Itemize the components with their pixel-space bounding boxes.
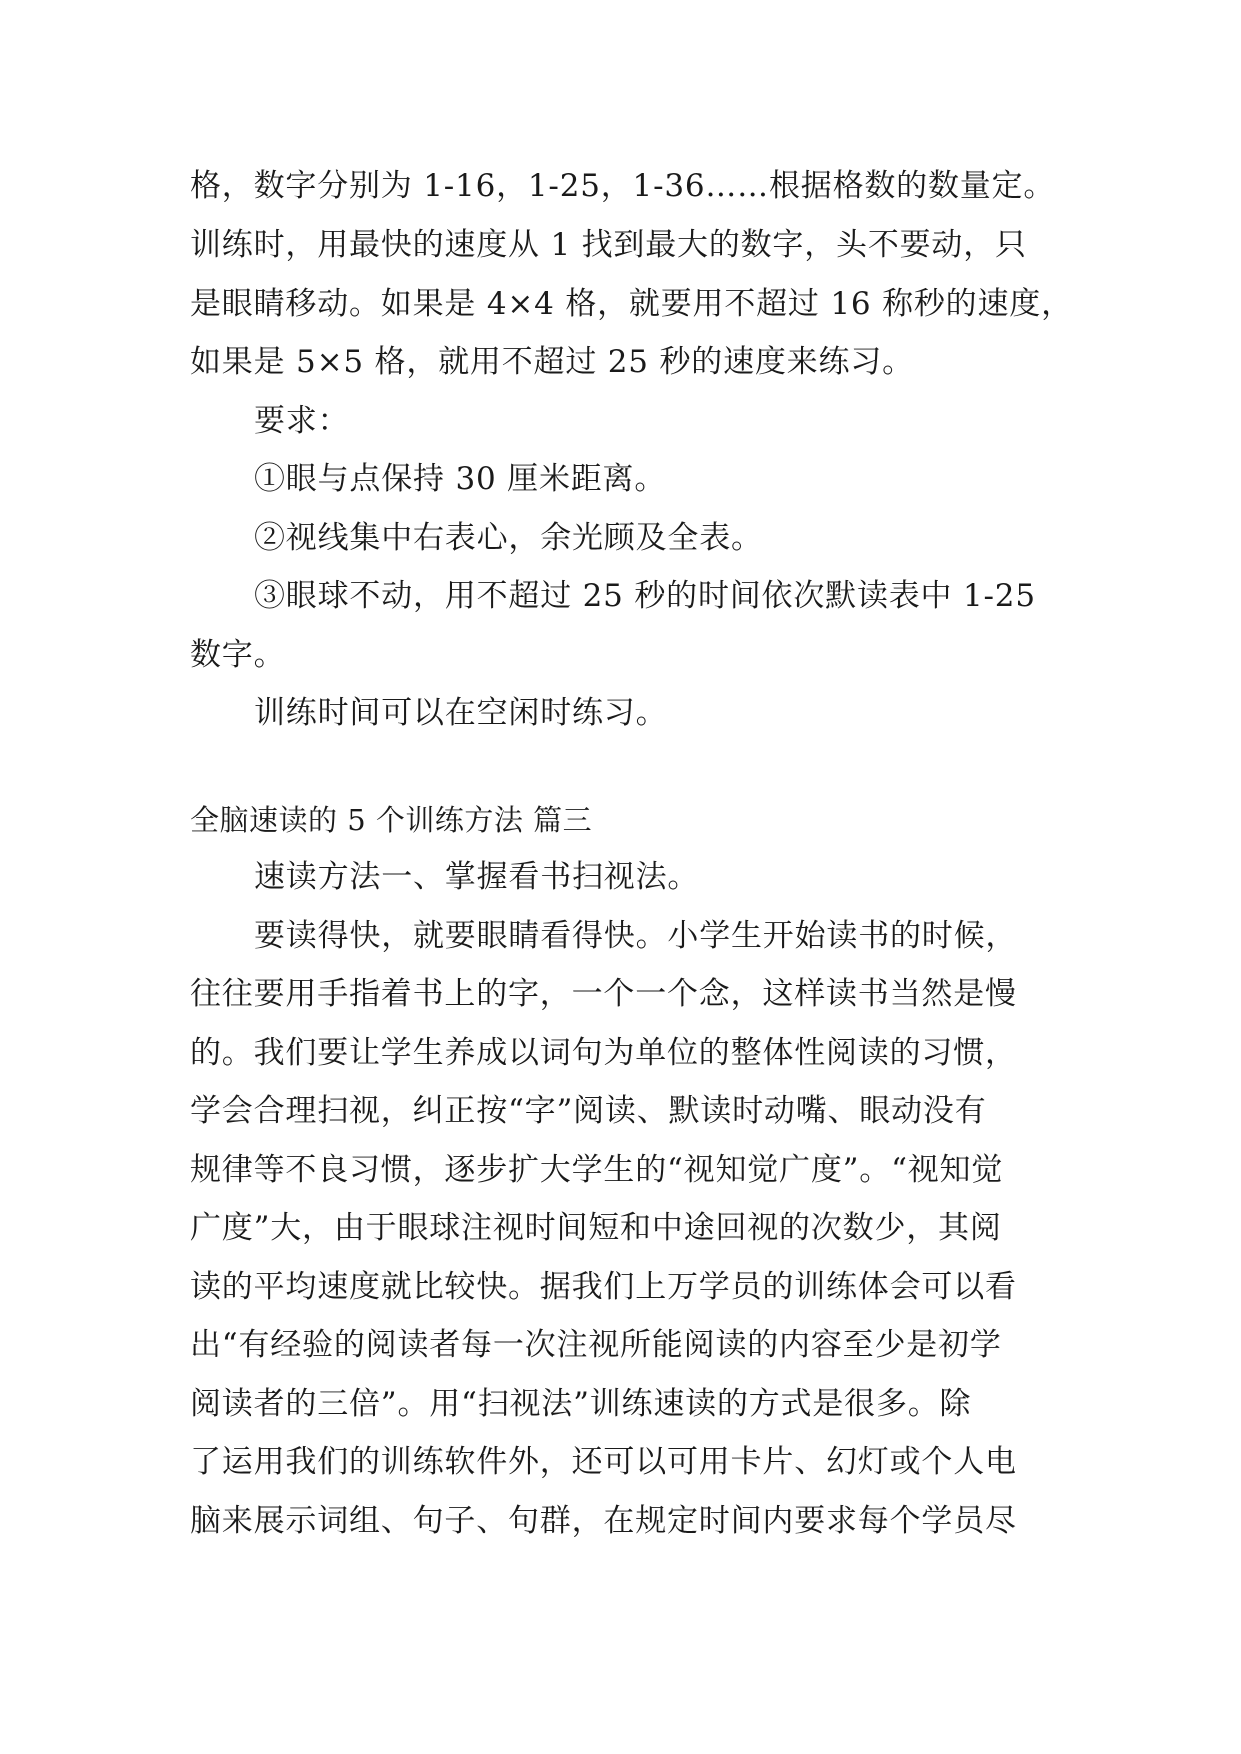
requirement-item: ②视线集中右表心，余光顾及全表。 bbox=[254, 520, 763, 556]
requirements-label: 要求： bbox=[254, 403, 350, 439]
paragraph-line: 学会合理扫视，纠正按“字”阅读、默读时动嘴、眼动没有 bbox=[190, 1093, 987, 1129]
paragraph-line: 训练时，用最快的速度从 1 找到最大的数字，头不要动，只 bbox=[190, 227, 1027, 263]
requirement-item: ①眼与点保持 30 厘米距离。 bbox=[254, 461, 667, 497]
paragraph-line: 的。我们要让学生养成以词句为单位的整体性阅读的习惯， bbox=[190, 1035, 1017, 1071]
paragraph-line: 读的平均速度就比较快。据我们上万学员的训练体会可以看 bbox=[190, 1269, 1017, 1305]
section-title: 全脑速读的 5 个训练方法 篇三 bbox=[190, 803, 593, 837]
paragraph-line: 了运用我们的训练软件外，还可以可用卡片、幻灯或个人电 bbox=[190, 1444, 1017, 1480]
training-note: 训练时间可以在空闲时练习。 bbox=[254, 695, 668, 731]
paragraph-line: 往往要用手指着书上的字，一个一个念，这样读书当然是慢 bbox=[190, 976, 1017, 1012]
paragraph-line: 规律等不良习惯，逐步扩大学生的“视知觉广度”。“视知觉 bbox=[190, 1152, 1004, 1188]
paragraph-line: 出“有经验的阅读者每一次注视所能阅读的内容至少是初学 bbox=[190, 1327, 1002, 1363]
paragraph-line: 如果是 5×5 格，就用不超过 25 秒的速度来练习。 bbox=[190, 344, 914, 380]
paragraph-line: 要读得快，就要眼睛看得快。小学生开始读书的时候， bbox=[254, 918, 1018, 954]
requirement-item: ③眼球不动，用不超过 25 秒的时间依次默读表中 1-25 bbox=[254, 578, 1036, 614]
paragraph-line: 格，数字分别为 1-16，1-25，1-36……根据格数的数量定。 bbox=[190, 168, 1056, 204]
paragraph-line: 阅读者的三倍”。用“扫视法”训练速读的方式是很多。除 bbox=[190, 1386, 972, 1422]
paragraph-line: 脑来展示词组、句子、句群，在规定时间内要求每个学员尽 bbox=[190, 1503, 1017, 1539]
paragraph-line: 广度”大，由于眼球注视时间短和中途回视的次数少，其阅 bbox=[190, 1210, 1002, 1246]
method-title: 速读方法一、掌握看书扫视法。 bbox=[254, 859, 700, 895]
paragraph-line: 是眼睛移动。如果是 4×4 格，就要用不超过 16 称秒的速度， bbox=[190, 286, 1073, 322]
requirement-item-continued: 数字。 bbox=[190, 637, 286, 673]
